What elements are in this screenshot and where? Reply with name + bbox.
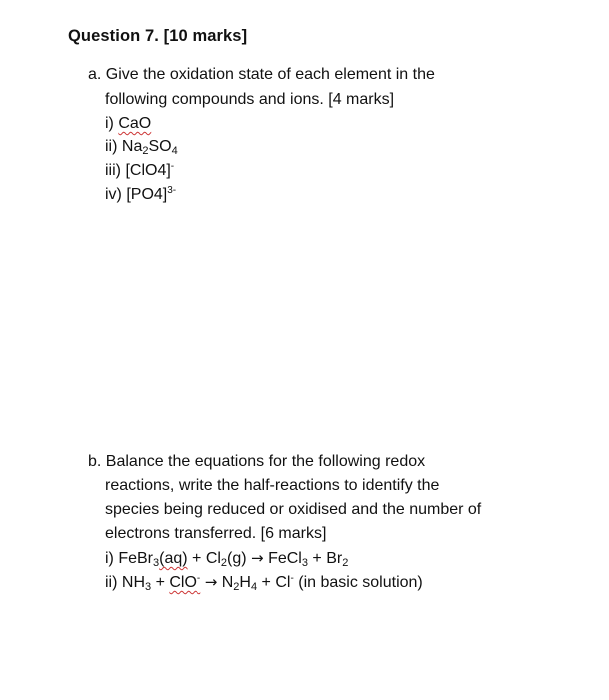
question-title: Question 7. [10 marks] — [68, 27, 248, 45]
formula-part: + — [151, 574, 170, 591]
formula-part: NH — [121, 574, 145, 591]
part-b-intro-line1: b. Balance the equations for the following redox — [88, 453, 426, 470]
item-label: i) — [105, 115, 119, 132]
formula-part: (g) — [227, 550, 252, 567]
subscript: 3 — [301, 557, 308, 569]
part-b-intro-line2: reactions, write the half-reactions to identify the — [105, 477, 440, 494]
part-a-item-i — [105, 114, 151, 134]
charge-superscript: - — [290, 573, 294, 584]
formula-cao: CaO — [118, 115, 152, 132]
subscript: 2 — [220, 557, 228, 569]
item-label: ii) — [105, 574, 122, 591]
item-label: ii) — [105, 138, 122, 155]
subscript: 3 — [145, 581, 152, 593]
formula-part: H — [239, 574, 251, 591]
formula-po4: [PO4] — [126, 186, 168, 203]
formula-part: SO — [148, 138, 172, 155]
formula-part: ClO — [169, 574, 197, 591]
reaction-arrow-icon: → — [251, 549, 264, 567]
part-b-equation-ii — [105, 572, 423, 593]
part-a-intro-line1: a. Give the oxidation state of each element in the — [88, 66, 435, 83]
part-a-item-iii — [105, 161, 174, 181]
subscript: 3 — [153, 557, 160, 569]
part-b-equation-i — [105, 548, 348, 569]
reaction-arrow-icon: → — [204, 573, 218, 591]
charge-superscript: - — [196, 573, 201, 584]
subscript: 4 — [250, 581, 258, 593]
formula-part: Na — [121, 138, 143, 155]
part-b-intro-line4: electrons transferred. [6 marks] — [105, 525, 327, 542]
item-label: i) — [105, 550, 119, 567]
formula-clo4: [ClO4] — [125, 162, 171, 179]
formula-clo-ion — [169, 574, 200, 591]
charge-superscript: 3- — [167, 185, 177, 196]
formula-part: + Cl — [187, 550, 221, 567]
part-a-item-iv — [105, 185, 176, 205]
item-label: iv) — [105, 186, 127, 203]
formula-part: FeCl — [263, 550, 302, 567]
subscript: 2 — [342, 557, 349, 569]
subscript: 2 — [233, 581, 240, 593]
formula-part: N — [217, 574, 234, 591]
item-label: iii) — [105, 162, 126, 179]
subscript: 2 — [142, 145, 149, 157]
formula-part: (in basic solution) — [293, 574, 423, 591]
formula-part: + Cl — [257, 574, 291, 591]
formula-part: + Br — [307, 550, 343, 567]
charge-superscript: - — [170, 161, 175, 172]
part-a-intro-line2: following compounds and ions. [4 marks] — [105, 91, 395, 108]
part-b-intro-line3: species being reduced or oxidised and the number of — [105, 501, 482, 518]
state-aq: (aq) — [159, 550, 188, 567]
formula-part: FeBr — [118, 550, 153, 567]
subscript: 4 — [171, 145, 178, 157]
part-a-item-ii — [105, 137, 178, 157]
